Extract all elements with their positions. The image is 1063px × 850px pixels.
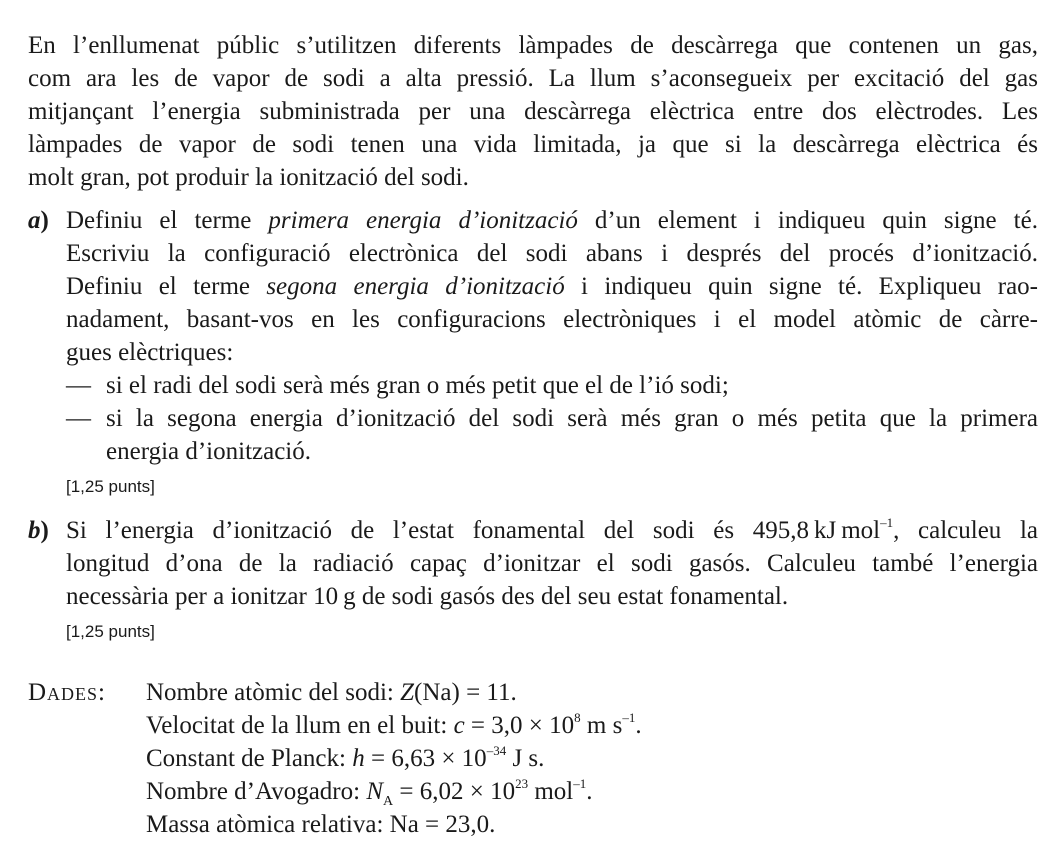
question-b-line: longitud d’ona de la radiació capaç d’ionitzar el sodi gasós. Calculeu també l’energia: [66, 550, 1038, 577]
question-a-line: Escriviu la configuració electrònica del sodi abans i després del procés d’ionització.: [66, 240, 1038, 267]
question-a-bullet-2: — si la segona energia d’ionització del sodi serà més gran o més petita que la primera energia d’ionització.: [66, 402, 1038, 468]
intro-line: làmpades de vapor de sodi tenen una vida limitada, ja que si la descàrrega elèctrica és: [28, 131, 1038, 158]
question-b-label: b): [28, 517, 49, 544]
intro-line: molt gran, pot produir la ionització del sodi.: [28, 164, 469, 191]
intro-line: En l’enllumenat públic s’utilitzen diferents làmpades de descàrrega que contenen un gas,: [28, 32, 1038, 59]
intro-paragraph: [28, 29, 1038, 194]
question-b-line: Si l’energia d’ionització de l’estat fonamental del sodi és 495,8 kJ mol$^{-1}$, calculeu la: [66, 515, 1038, 544]
term-first-ionization-energy: primera energia d’ionització: [268, 207, 578, 234]
intro-line: com ara les de vapor de sodi a alta pressió. La llum s’aconsegueix per excitació del gas: [28, 65, 1038, 92]
question-a-score: [1,25 punts]: [66, 477, 155, 496]
question-a-bullet-1: — si el radi del sodi serà més gran o més petit que el de l’ió sodi;: [66, 369, 1038, 402]
question-a-label: a): [28, 207, 49, 234]
question-a-line: nadament, basant-vos en les configuracions electròniques i el model atòmic de càrre-: [66, 306, 1038, 333]
question-b-score: [1,25 punts]: [66, 622, 155, 641]
data-list: [146, 676, 642, 841]
question-a-body: [66, 204, 1038, 498]
data-avogadro: Nombre d’Avogadro: $N_A = 6,02 \times 10^{23}$ mol$^{-1}$.: [146, 776, 593, 809]
dash-mark: —: [66, 372, 91, 399]
data-atomic-number: Nombre atòmic del sodi: Z(Na) = 11.: [146, 679, 517, 706]
data-label: Dades:: [28, 679, 107, 706]
data-atomic-mass: Massa atòmica relativa: Na = 23,0.: [146, 811, 496, 838]
intro-line: mitjançant l’energia subministrada per una descàrrega elèctrica entre dos elèctrodes. Les: [28, 98, 1038, 125]
question-b-line: necessària per a ionitzar 10 g de sodi gasós des del seu estat fonamental.: [66, 583, 789, 610]
dash-mark: —: [66, 405, 91, 432]
question-a-line: Definiu el terme segona energia d’ionització i indiqueu quin signe té. Expliqueu rao-: [66, 273, 1038, 300]
term-second-ionization-energy: segona energia d’ionització: [266, 273, 565, 300]
question-a-line: gues elèctriques:: [66, 339, 234, 366]
data-speed-of-light: Velocitat de la llum en el buit: $c = 3,0 \times 10^8$ m $s^{-1}$.: [146, 710, 642, 739]
question-b-body: [66, 514, 1038, 643]
data-planck-constant: Constant de Planck: $h = 6,63 \times 10^{-34}$ J s.: [146, 743, 545, 772]
question-a-line: Definiu el terme primera energia d’ionització d’un element i indiqueu quin signe té.: [66, 207, 1038, 234]
